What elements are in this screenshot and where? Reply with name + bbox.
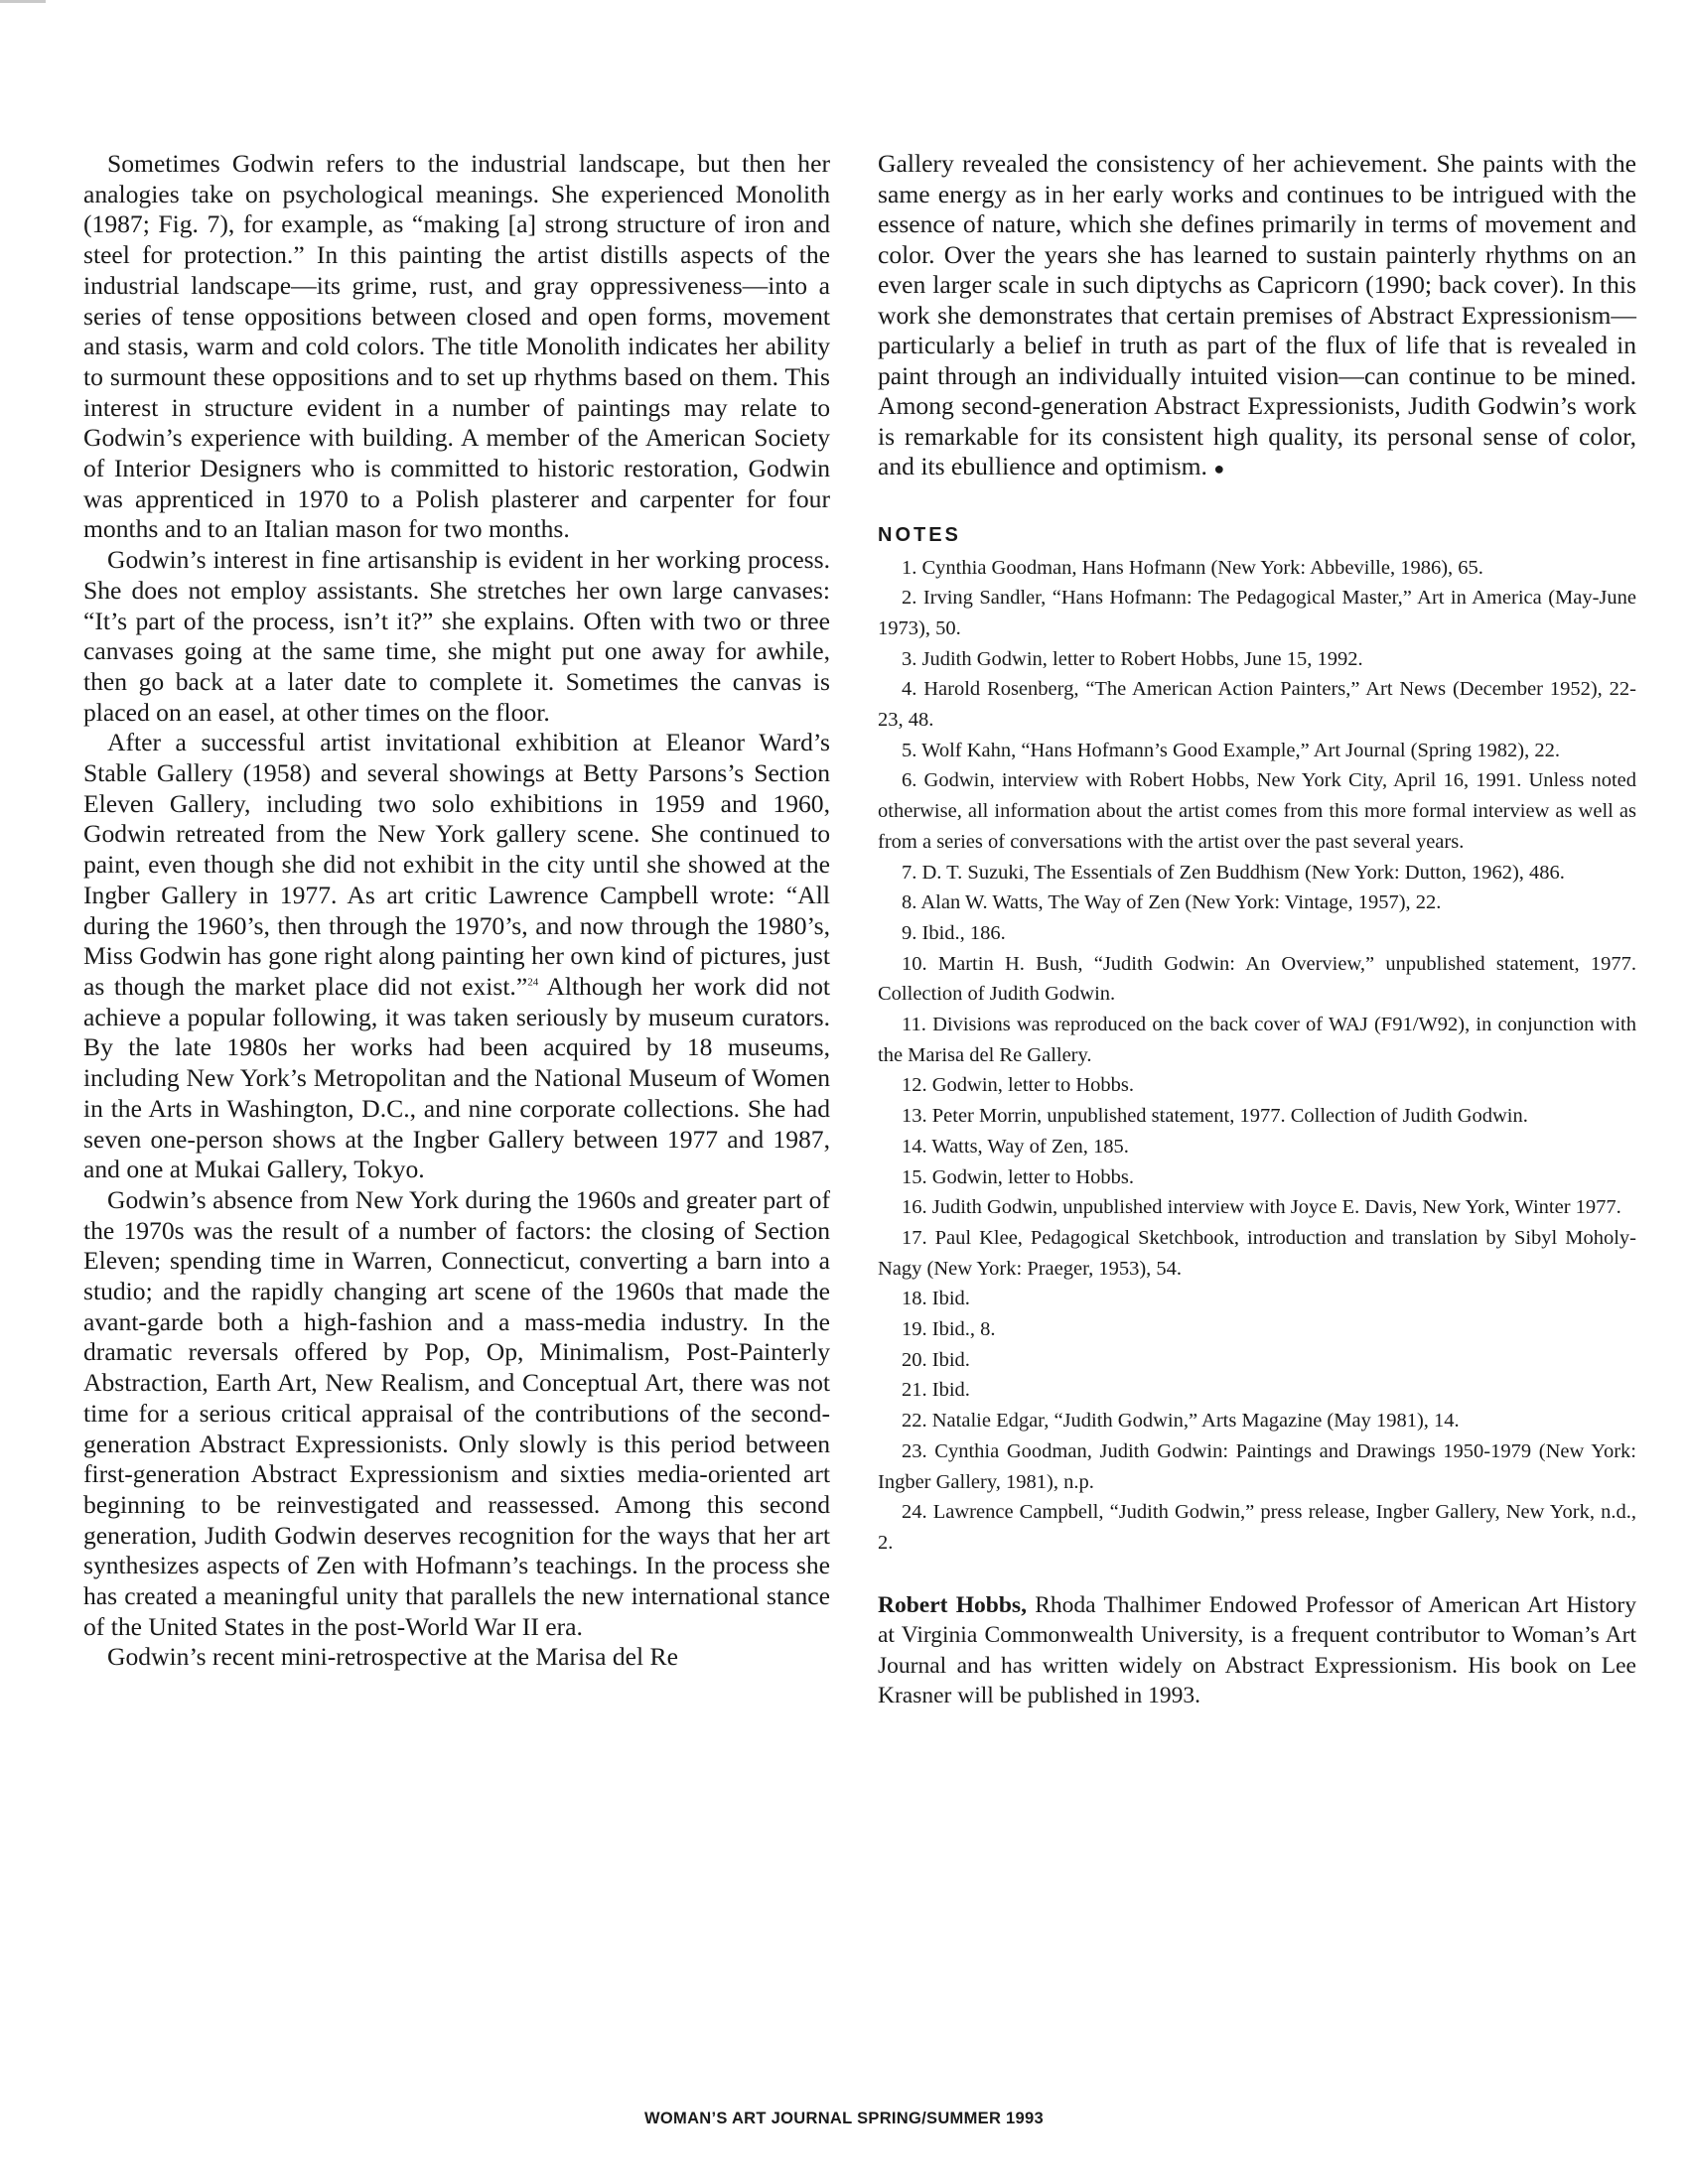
author-bio-text: Rhoda Thalhimer Endowed Professor of American Art History at Virginia Commonwealth University, is a frequent contributor to Woman’s Art Journal and has written widely on Abstract Expressionism. His book on Lee Krasner will be published in 1993.: [878, 1591, 1636, 1709]
note-item: 21. Ibid.: [902, 1379, 970, 1402]
note-item: 24. Lawrence Campbell, “Judith Godwin,” press release, Ingber Gallery, New York, n.d., 2.: [878, 1501, 1636, 1554]
note-item: 23. Cynthia Goodman, Judith Godwin: Paintings and Drawings 1950-1979 (New York: Ingber Gallery, 1981), n.p.: [878, 1439, 1636, 1493]
end-of-article-bullet: ●: [1213, 459, 1225, 478]
page-edge-mark: [0, 0, 46, 3]
note-item: 2. Irving Sandler, “Hans Hofmann: The Pedagogical Master,” Art in America (May-June 1973), 50.: [878, 587, 1636, 639]
left-column: [83, 149, 830, 1673]
body-paragraph-3-text: After a successful artist invitational exhibition at Eleanor Ward’s Stable Gallery (1958) and several showings at Betty Parsons’s Section Eleven Gallery, including two solo exhibitions in 1959 and 1960, Godwin retreated from the New York gallery scene. She continued to paint, even though she did not exhibit in the city until she showed at the Ingber Gallery in 1977. As art critic Lawrence Campbell wrote: “All during the 1960’s, then through the 1970’s, and now through the 1980’s, Miss Godwin has gone right along painting her own kind of pictures, just as though the market place did not exist.”: [83, 728, 830, 1001]
right-column: [878, 149, 1636, 1711]
body-paragraph-2: Godwin’s interest in fine artisanship is evident in her working process. She does not employ assistants. She stretches her own large canvases: “It’s part of the process, isn’t it?” she explains. Often with two or three canvases going at the same time, she might put one away for awhile, then go back at a later date to complete it. Sometimes the canvas is placed on an easel, at other times on the floor.: [83, 545, 830, 727]
note-item: 15. Godwin, letter to Hobbs.: [902, 1165, 1135, 1188]
note-item: 12. Godwin, letter to Hobbs.: [902, 1074, 1135, 1097]
note-item: 4. Harold Rosenberg, “The American Action Painters,” Art News (December 1952), 22-23, 48.: [878, 678, 1636, 732]
note-item: 19. Ibid., 8.: [902, 1318, 996, 1341]
note-item: 17. Paul Klee, Pedagogical Sketchbook, introduction and translation by Sibyl Moholy-Nagy (New York: Praeger, 1953), 54.: [878, 1226, 1636, 1280]
note-item: 20. Ibid.: [902, 1348, 970, 1371]
note-item: 16. Judith Godwin, unpublished interview with Joyce E. Davis, New York, Winter 1977.: [902, 1196, 1621, 1219]
note-item: 6. Godwin, interview with Robert Hobbs, New York City, April 16, 1991. Unless noted otherwise, all information about the artist comes from this more formal interview as well as from a series of conversations with the artist over the past several years.: [878, 769, 1636, 853]
body-paragraph-1: Sometimes Godwin refers to the industrial landscape, but then her analogies take on psychological meanings. She experienced Monolith (1987; Fig. 7), for example, as “making [a] strong structure of iron and steel for protection.” In this painting the artist distills aspects of the industrial landscape—its grime, rust, and gray oppressiveness—into a series of tense oppositions between closed and open forms, movement and stasis, warm and cold colors. The title Monolith indicates her ability to surmount these oppositions and to set up rhythms based on them. This interest in structure evident in a number of paintings may relate to Godwin’s experience with building. A member of the American Society of Interior Designers who is committed to historic restoration, Godwin was apprenticed in 1970 to a Polish plasterer and carpenter for four months and to an Italian mason for two months.: [83, 149, 830, 544]
note-item: 22. Natalie Edgar, “Judith Godwin,” Arts Magazine (May 1981), 14.: [902, 1410, 1460, 1433]
note-item: 14. Watts, Way of Zen, 185.: [902, 1135, 1129, 1158]
body-paragraph-3-continued: Although her work did not achieve a popular following, it was taken seriously by museum curators. By the late 1980s her works had been acquired by 18 museums, including New York’s Metropolitan and the National Museum of Women in the Arts in Washington, D.C., and nine corporate collections. She had seven one-person shows at the Ingber Gallery between 1977 and 1987, and one at Mukai Gallery, Tokyo.: [83, 971, 830, 1184]
note-item: 18. Ibid.: [902, 1288, 970, 1310]
body-paragraph-4: Godwin’s absence from New York during the 1960s and greater part of the 1970s was the result of a number of factors: the closing of Section Eleven; spending time in Warren, Connecticut, converting a barn into a studio; and the rapidly changing art scene of the 1960s that made the avant-garde both a high-fashion and a mass-media industry. In the dramatic reversals offered by Pop, Op, Minimalism, Post-Painterly Abstraction, Earth Art, New Realism, and Conceptual Art, there was not time for a serious critical appraisal of the contributions of the second-generation Abstract Expressionists. Only slowly is this period between first-generation Abstract Expressionism and sixties media-oriented art beginning to be reinvestigated and reassessed. Among this second generation, Judith Godwin deserves recognition for the ways that her art synthesizes aspects of Zen with Hofmann’s teachings. In the process she has created a meaningful unity that parallels the new international stance of the United States in the post-World War II era.: [83, 1184, 830, 1641]
body-paragraph-3: [83, 728, 830, 1185]
body-continuation: [878, 149, 1636, 484]
note-item: 7. D. T. Suzuki, The Essentials of Zen Buddhism (New York: Dutton, 1962), 486.: [902, 861, 1565, 884]
note-item: 9. Ibid., 186.: [902, 921, 1006, 944]
note-item: 5. Wolf Kahn, “Hans Hofmann’s Good Example,” Art Journal (Spring 1982), 22.: [902, 739, 1560, 761]
journal-footer: WOMAN’S ART JOURNAL SPRING/SUMMER 1993: [644, 2110, 1044, 2127]
body-paragraph-5: Godwin’s recent mini-retrospective at the Marisa del Re: [107, 1642, 678, 1672]
author-name: Robert Hobbs,: [878, 1591, 1027, 1618]
author-bio: [878, 1590, 1636, 1711]
body-paragraph-6: [878, 149, 1636, 484]
note-item: 11. Divisions was reproduced on the back cover of WAJ (F91/W92), in conjunction with the Marisa del Re Gallery.: [878, 1014, 1636, 1066]
note-item: 13. Peter Morrin, unpublished statement, 1977. Collection of Judith Godwin.: [902, 1105, 1528, 1128]
note-item: 1. Cynthia Goodman, Hans Hofmann (New York: Abbeville, 1986), 65.: [902, 556, 1483, 579]
notes-heading: NOTES: [878, 523, 961, 546]
notes-list: [878, 553, 1636, 1559]
body-paragraph-6-text: Gallery revealed the consistency of her achievement. She paints with the same energy as in her early works and continues to be intrigued with the essence of nature, which she defines primarily in terms of movement and color. Over the years she has learned to sustain painterly rhythms on an even larger scale in such diptychs as Capricorn (1990; back cover). In this work she demonstrates that certain premises of Abstract Expressionism—particularly a belief in truth as part of the flux of life that is revealed in paint through an individually intuited vision—can continue to be mined. Among second-generation Abstract Expressionists, Judith Godwin’s work is remarkable for its consistent high quality, its personal sense of color, and its ebullience and optimism.: [878, 149, 1636, 480]
footnote-reference-24: 24: [527, 976, 539, 989]
note-item: 3. Judith Godwin, letter to Robert Hobbs, June 15, 1992.: [902, 647, 1363, 670]
note-item: 10. Martin H. Bush, “Judith Godwin: An Overview,” unpublished statement, 1977. Collection of Judith Godwin.: [878, 952, 1636, 1006]
note-item: 8. Alan W. Watts, The Way of Zen (New York: Vintage, 1957), 22.: [902, 891, 1442, 914]
